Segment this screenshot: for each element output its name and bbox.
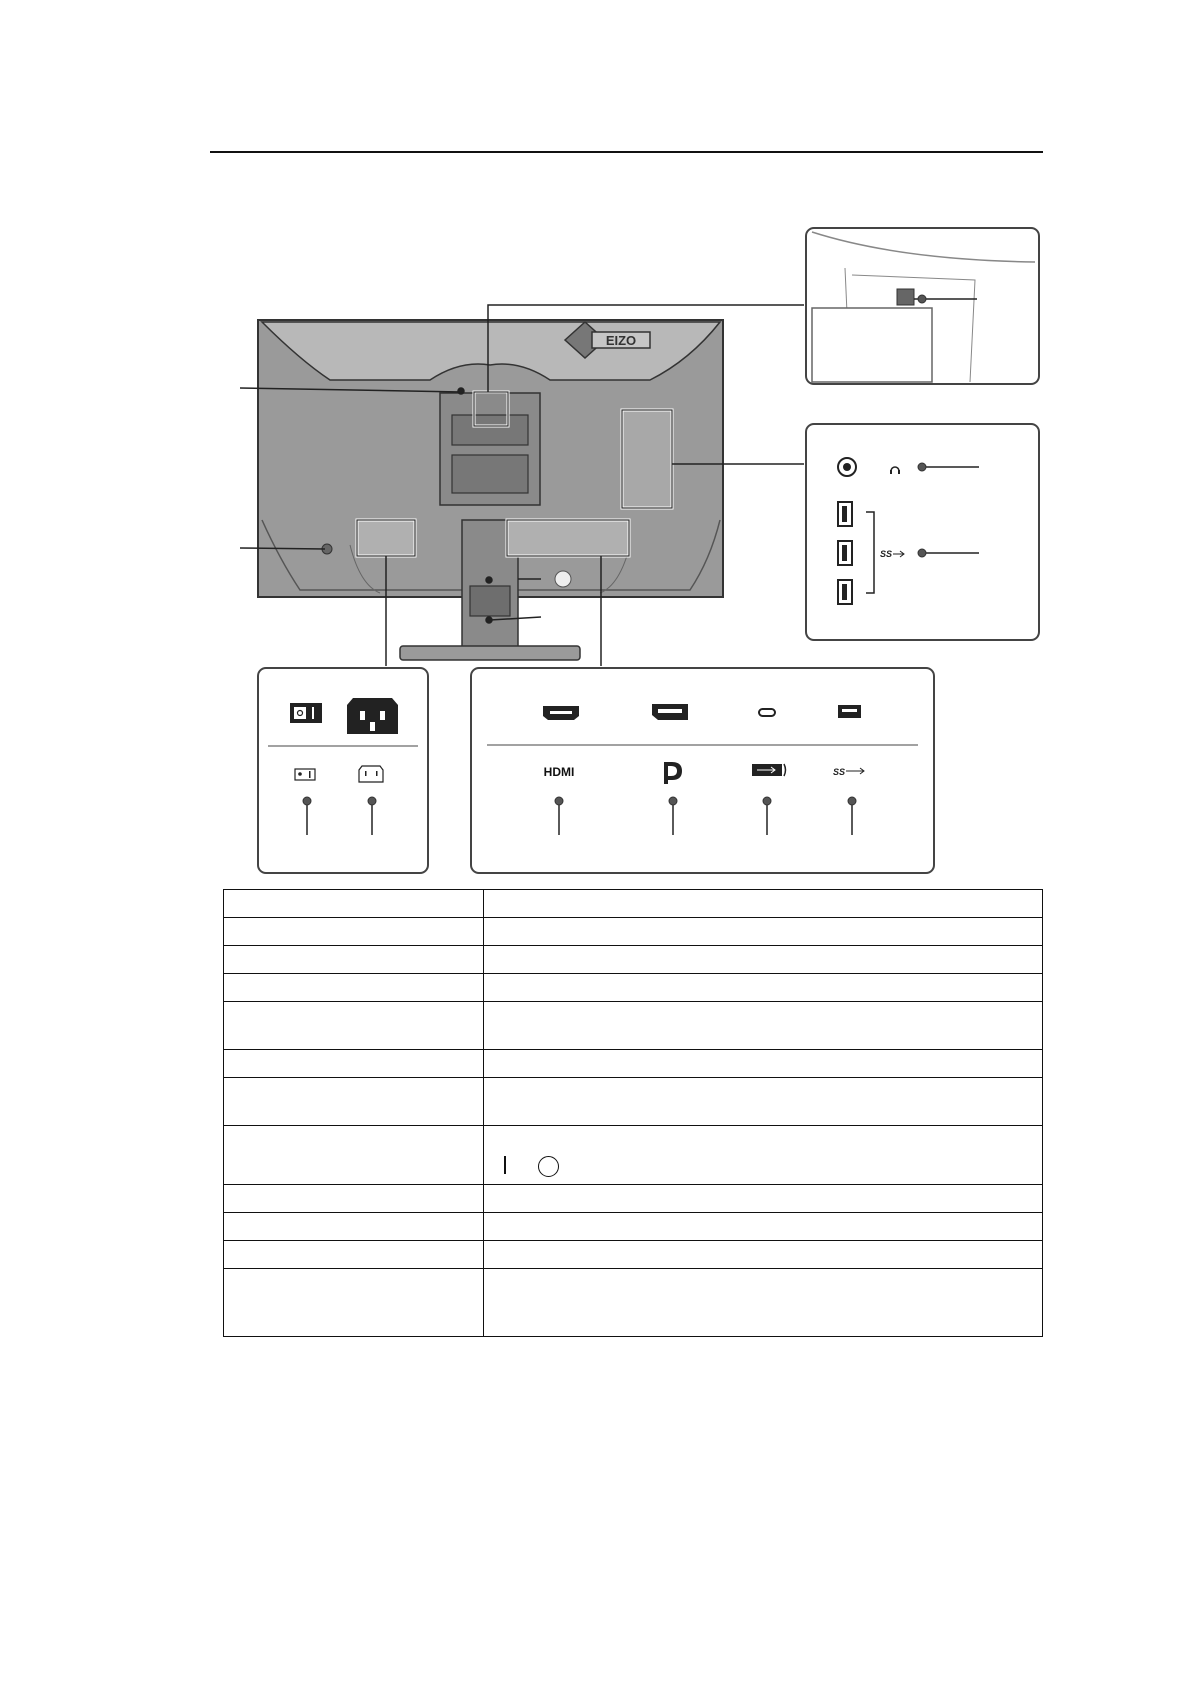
table-row (224, 946, 1043, 974)
detail-inset-signal (471, 668, 934, 873)
detail-inset-top (806, 228, 1039, 384)
table-cell-desc (484, 1241, 1043, 1269)
table-cell-label (224, 1002, 484, 1050)
table-cell-label (224, 946, 484, 974)
table-cell-desc (484, 918, 1043, 946)
detail-inset-power (258, 668, 428, 873)
table-cell-label (224, 1213, 484, 1241)
power-switch-small-icon (295, 769, 315, 780)
table-cell-label (224, 1185, 484, 1213)
table-cell-label (224, 890, 484, 918)
table-cell-label (224, 1241, 484, 1269)
table-cell-label (224, 918, 484, 946)
usb-type-c-superspeed-icon (752, 764, 786, 776)
table-cell-label (224, 1078, 484, 1126)
table-cell-desc (484, 1185, 1043, 1213)
hdmi-logo-icon: HDMI (543, 765, 575, 779)
usb-ss-label: SS (880, 549, 893, 559)
table-row (224, 1078, 1043, 1126)
table-row (224, 1126, 1043, 1185)
table-row (224, 974, 1043, 1002)
displayport-port-icon (652, 704, 688, 720)
usb-ss-label-2: SS (833, 767, 846, 777)
table-row (224, 1213, 1043, 1241)
table-row (224, 1241, 1043, 1269)
table-row (224, 1185, 1043, 1213)
table-cell-desc (484, 1213, 1043, 1241)
table-cell-desc (484, 974, 1043, 1002)
table-cell-desc (484, 1078, 1043, 1126)
table-cell-desc (484, 1126, 1043, 1185)
table-cell-desc (484, 1050, 1043, 1078)
table-cell-desc (484, 890, 1043, 918)
table-row (224, 890, 1043, 918)
table-cell-desc (484, 946, 1043, 974)
detail-inset-side (806, 424, 1039, 640)
ports-table (223, 889, 1043, 1337)
usb-port-stack (838, 502, 852, 604)
table-cell-label (224, 1269, 484, 1337)
table-cell-label (224, 974, 484, 1002)
table-row (224, 1269, 1043, 1337)
usb-c-port-icon (759, 709, 775, 716)
table-row (224, 918, 1043, 946)
power-switch-icon (290, 703, 322, 723)
power-inlet-icon (347, 698, 398, 734)
table-row (224, 1050, 1043, 1078)
power-inlet-small-icon (359, 766, 383, 782)
hdmi-port-icon (543, 706, 579, 720)
table-cell-label (224, 1050, 484, 1078)
table-cell-desc (484, 1269, 1043, 1337)
table-cell-desc (484, 1002, 1043, 1050)
brand-logo-text: EIZO (605, 333, 637, 348)
table-cell-label (224, 1126, 484, 1185)
power-standby-mark-icon (492, 1156, 572, 1178)
table-row (224, 1002, 1043, 1050)
usb-a-port-icon (838, 705, 861, 718)
